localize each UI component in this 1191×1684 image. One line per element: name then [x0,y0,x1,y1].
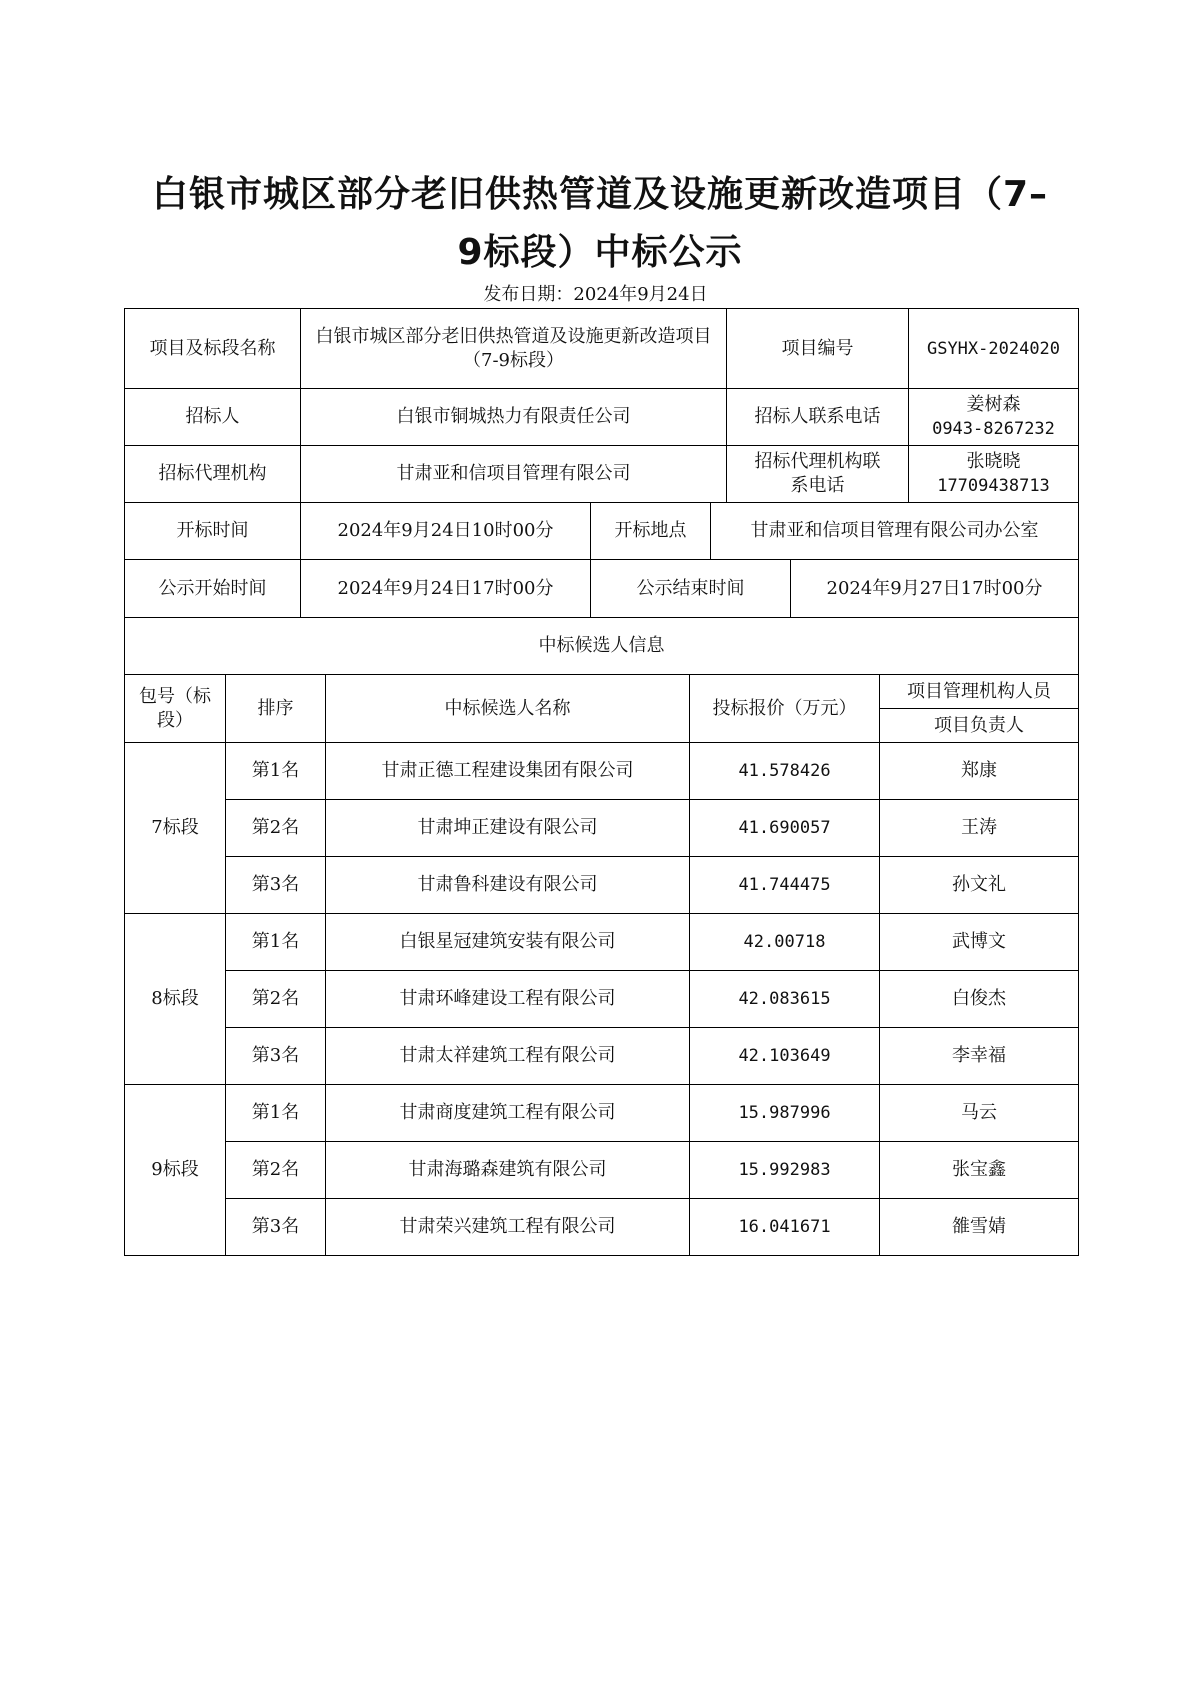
tenderer-contact-name: 姜树森 [966,394,1021,416]
candidate-name-cell: 甘肃环峰建设工程有限公司 [326,971,690,1028]
table-row [125,1142,1079,1199]
table-row [125,914,1079,971]
project-name-label: 项目及标段名称 [125,309,301,389]
candidates-section-title: 中标候选人信息 [125,618,1079,675]
header-lot: 包号（标段） [125,675,226,743]
agency-contact-phone: 17709438713 [937,476,1050,497]
rank-cell: 第3名 [226,1199,326,1256]
candidate-name-cell: 甘肃太祥建筑工程有限公司 [326,1028,690,1085]
manager-cell: 张宝鑫 [880,1142,1079,1199]
candidate-name-cell: 甘肃鲁科建设有限公司 [326,857,690,914]
tenderer-value: 白银市铜城热力有限责任公司 [301,389,727,446]
agency-value: 甘肃亚和信项目管理有限公司 [301,446,727,503]
rank-cell: 第2名 [226,971,326,1028]
header-name: 中标候选人名称 [326,675,690,743]
table-row [125,971,1079,1028]
candidate-name-cell: 甘肃商度建筑工程有限公司 [326,1085,690,1142]
rank-cell: 第3名 [226,1028,326,1085]
price-cell: 42.00718 [690,914,880,971]
info-row-opening [124,502,1079,560]
info-row-project [124,308,1079,389]
header-price: 投标报价（万元） [690,675,880,743]
lot-cell: 9标段 [125,1085,226,1256]
rank-cell: 第1名 [226,914,326,971]
open-place-label: 开标地点 [591,503,711,560]
open-time-label: 开标时间 [125,503,301,560]
candidate-name-cell: 甘肃海璐森建筑有限公司 [326,1142,690,1199]
table-row [125,1028,1079,1085]
project-name-value: 白银市城区部分老旧供热管道及设施更新改造项目（7-9标段） [301,309,727,389]
notice-end-value: 2024年9月27日17时00分 [791,560,1079,618]
table-row [125,1085,1079,1142]
tenderer-phone-label: 招标人联系电话 [727,389,909,446]
table-row [125,743,1079,800]
manager-cell: 郑康 [880,743,1079,800]
open-time-value: 2024年9月24日10时00分 [301,503,591,560]
agency-contact [909,446,1079,503]
lot-cell: 8标段 [125,914,226,1085]
page-title: 白银市城区部分老旧供热管道及设施更新改造项目（7–9标段）中标公示 [151,174,1049,273]
rank-cell: 第2名 [226,1142,326,1199]
candidate-name-cell: 白银星冠建筑安装有限公司 [326,914,690,971]
price-cell: 16.041671 [690,1199,880,1256]
rank-cell: 第3名 [226,857,326,914]
candidate-name-cell: 甘肃荣兴建筑工程有限公司 [326,1199,690,1256]
rank-cell: 第2名 [226,800,326,857]
manager-cell: 武博文 [880,914,1079,971]
table-row [125,1199,1079,1256]
header-rank: 排序 [226,675,326,743]
price-cell: 41.578426 [690,743,880,800]
notice-start-label: 公示开始时间 [125,560,301,618]
info-row-notice [124,559,1079,618]
price-cell: 41.744475 [690,857,880,914]
header-manager: 项目负责人 [880,709,1079,743]
notice-end-label: 公示结束时间 [591,560,791,618]
project-no-value: GSYHX-2024020 [909,309,1079,389]
open-place-value: 甘肃亚和信项目管理有限公司办公室 [711,503,1079,560]
manager-cell: 雒雪婧 [880,1199,1079,1256]
info-row-tenderer [124,388,1079,446]
header-staff: 项目管理机构人员 [880,675,1079,709]
agency-label: 招标代理机构 [125,446,301,503]
tenderer-label: 招标人 [125,389,301,446]
rank-cell: 第1名 [226,1085,326,1142]
lot-cell: 7标段 [125,743,226,914]
price-cell: 42.083615 [690,971,880,1028]
table-row [125,800,1079,857]
manager-cell: 马云 [880,1085,1079,1142]
notice-start-value: 2024年9月24日17时00分 [301,560,591,618]
publish-date: 发布日期：2024年9月24日 [483,284,708,305]
project-no-label: 项目编号 [727,309,909,389]
price-cell: 42.103649 [690,1028,880,1085]
candidate-name-cell: 甘肃正德工程建设集团有限公司 [326,743,690,800]
info-row-agency [124,445,1079,503]
manager-cell: 孙文礼 [880,857,1079,914]
candidates-table [124,617,1079,1256]
manager-cell: 白俊杰 [880,971,1079,1028]
agency-phone-label: 招标代理机构联系电话 [727,446,909,503]
tenderer-contact [909,389,1079,446]
manager-cell: 李幸福 [880,1028,1079,1085]
manager-cell: 王涛 [880,800,1079,857]
tenderer-contact-phone: 0943-8267232 [932,419,1055,440]
price-cell: 15.987996 [690,1085,880,1142]
rank-cell: 第1名 [226,743,326,800]
candidate-name-cell: 甘肃坤正建设有限公司 [326,800,690,857]
table-row [125,857,1079,914]
price-cell: 15.992983 [690,1142,880,1199]
price-cell: 41.690057 [690,800,880,857]
agency-contact-name: 张晓晓 [966,451,1021,473]
